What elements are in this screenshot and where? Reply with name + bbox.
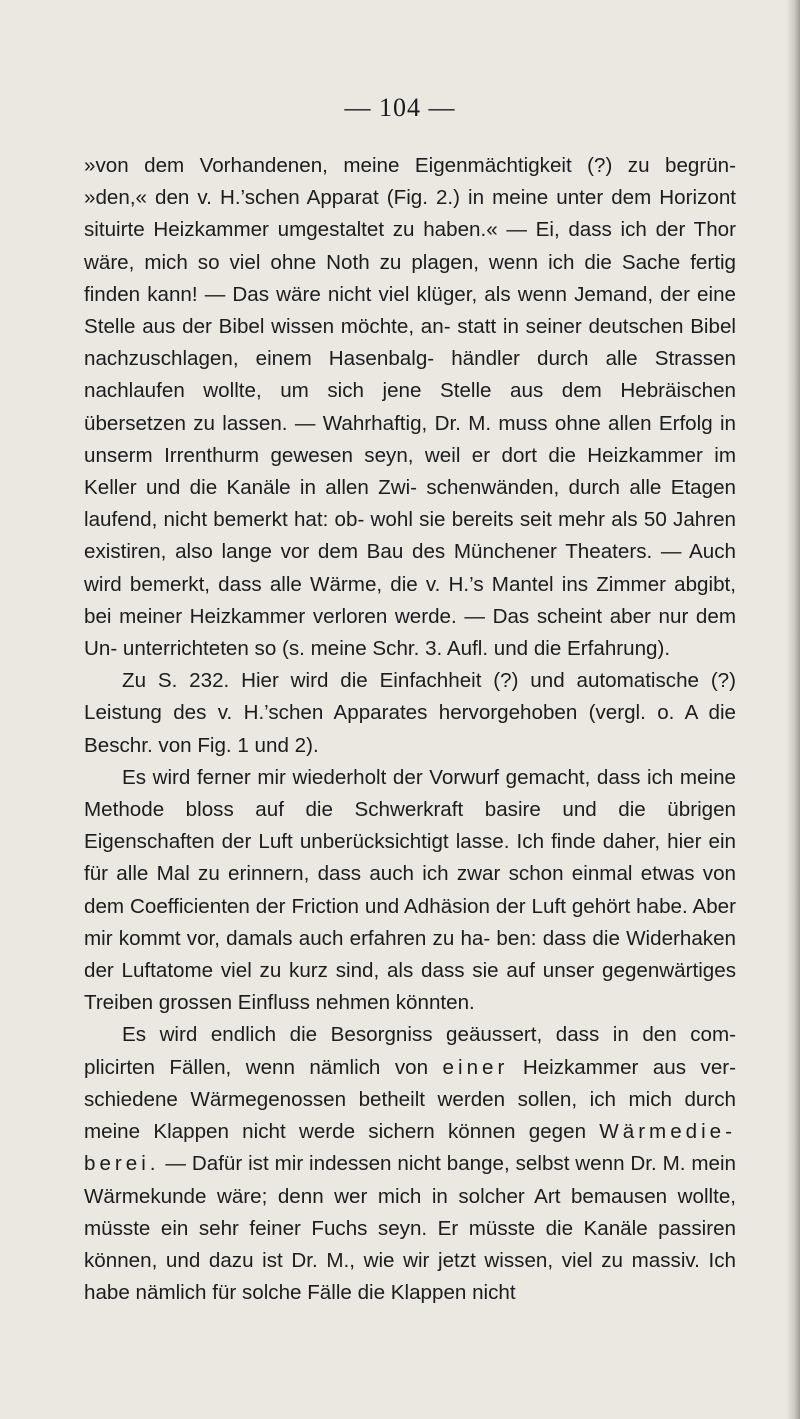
paragraph-4-part-3: — Dafür ist mir indessen nicht bange, selbst wenn Dr. M. mein Wärmekunde wäre; denn wer mich in solcher Art bemausen wollte, müsste ein sehr feiner Fuchs seyn. Er müsste die Kanäle passiren können, und dazu ist Dr. M., wie wir jetzt wissen, viel zu massiv. Ich habe nämlich für solche Fälle die Klappen nicht (84, 1152, 736, 1305)
paragraph-4-part-1: Es wird endlich die Besorgniss geäussert, dass in den com- plicirten Fällen, wenn nämlich von (84, 1023, 736, 1079)
emphasis-einer: einer (442, 1055, 509, 1079)
body-text (84, 150, 736, 1309)
page-edge-shadow (786, 0, 800, 1419)
page-number: — 104 — (344, 93, 456, 122)
paragraph-4 (84, 1019, 736, 1309)
paragraph-1: »von dem Vorhandenen, meine Eigenmächtigkeit (?) zu begrün- »den,« den v. H.’schen Apparat (Fig. 2.) in meine unter dem Horizont situirte Heizkammer umgestaltet zu haben.« — Ei, dass ich der Thor wäre, mich so viel ohne Noth zu plagen, wenn ich die Sache fertig finden kann! — Das wäre nicht viel klüger, als wenn Jemand, der eine Stelle aus der Bibel wissen möchte, an- statt in seiner deutschen Bibel nachzuschlagen, einem Hasenbalg- händler durch alle Strassen nachlaufen wollte, um sich jene Stelle aus dem Hebräischen übersetzen zu lassen. — Wahrhaftig, Dr. M. muss ohne allen Erfolg in unserm Irrenthurm gewesen seyn, weil er dort die Heizkammer im Keller und die Kanäle in allen Zwi- schenwänden, durch alle Etagen laufend, nicht bemerkt hat: ob- wohl sie bereits seit mehr als 50 Jahren existiren, also lange vor dem Bau des Münchener Theaters. — Auch wird bemerkt, dass alle Wärme, die v. H.’s Mantel ins Zimmer abgibt, bei meiner Heizkammer verloren werde. — Das scheint aber nur dem Un- unterrichteten so (s. meine Schr. 3. Aufl. und die Erfahrung). (84, 154, 736, 661)
paragraph-4-part-2: Heizkammer aus ver- schiedene Wärmegenossen betheilt werden sollen, ich mich durch meine Klappen nicht werde sichern können gegen (84, 1055, 737, 1144)
paragraph-3: Es wird ferner mir wiederholt der Vorwurf gemacht, dass ich meine Methode bloss auf die Schwerkraft basire und die übrigen Eigenschaften der Luft unberücksichtigt lasse. Ich finde daher, hier ein für alle Mal zu erinnern, dass auch ich zwar schon einmal etwas von dem Coefficienten der Friction und Adhäsion der Luft gehört habe. Aber mir kommt vor, damals auch erfahren zu ha- ben: dass die Widerhaken der Luftatome viel zu kurz sind, als dass sie auf unser gegenwärtiges Treiben grossen Einfluss nehmen könnten. (84, 765, 736, 1015)
paragraph-2: Zu S. 232. Hier wird die Einfachheit (?) und automatische (?) Leistung des v. H.’schen Apparates hervorgehoben (vergl. o. A die Beschr. von Fig. 1 und 2). (84, 669, 736, 757)
emphasis-waermedieberei: Wärmedie- berei. (84, 1120, 736, 1176)
